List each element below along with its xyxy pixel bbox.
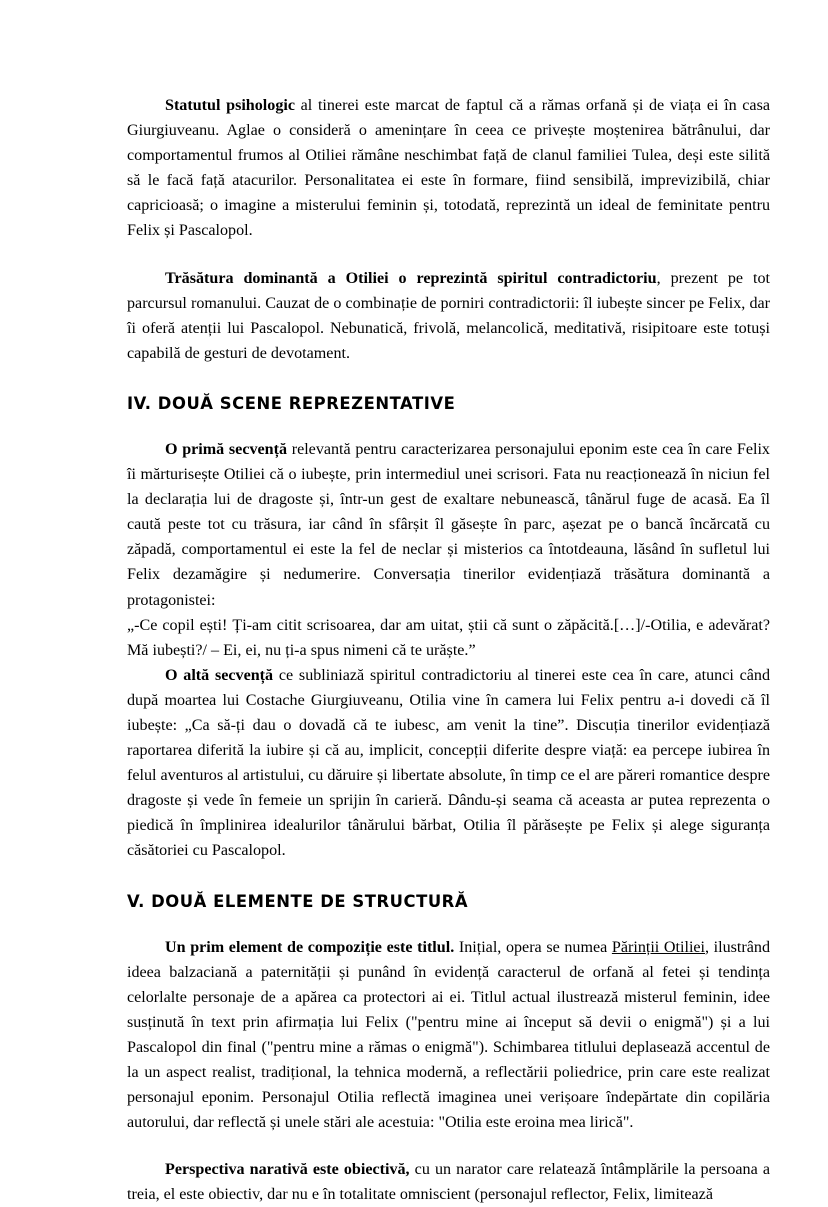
paragraph-trasatura-dominanta — [127, 266, 770, 366]
spacer — [127, 864, 770, 891]
paragraph-o-alta-secventa — [127, 663, 770, 864]
paragraph-text-part-2: , ilustrând ideea balzaciană a paternității și punând în evidență caracterul de orfană al fetei și tendința celorlalte personaje de a apărea ca protectori ai ei. Titlul actual ilustrează misterul feminin, idee susținută în text prin afirmația lui Felix ("pentru mine ai început să devii o enigmă") și a lui Pascalopol din final ("pentru mine a rămas o enigmă"). Schimbarea titlului deplasează accentul de la un aspect realist, tradițional, la tehnica modernă, a reflectării poliedrice, prin care este realizat personajul eponim. Personajul Otilia reflectă imaginea unei verișoare îndepărtate din copilăria autorului, dar reflectă și unele stări ale acestuia: "Otilia este eroina mea lirică". — [127, 938, 771, 1132]
paragraph-text: relevantă pentru caracterizarea personajului eponim este cea în care Felix îi mărturisește Otiliei că o iubește, prin intermediul unei scrisori. Fata nu reacționează în niciun fel la declarația lui de dragoste și, într-un gest de exaltare nebunească, tânărul fuge de acasă. Ea îl caută peste tot cu trăsura, iar când în sfârșit îl găsește în parc, așezat pe o bancă încărcată cu zăpadă, comportamentul ei este la fel de neclar și misterios ca întotdeauna, lăsând în sufletul lui Felix dezamăgire și nedumerire. Conversația tinerilor evidențiază trăsătura dominantă a protagonistei: — [127, 440, 770, 609]
paragraph-lead-in: Perspectiva narativă este obiectivă, — [165, 1161, 410, 1179]
section-heading-iv: IV. DOUĂ SCENE REPREZENTATIVE — [127, 393, 456, 413]
document-body — [127, 93, 770, 1207]
paragraph-lead-in: Statutul psihologic — [165, 97, 295, 114]
paragraph-quote-dialog: „-Ce copil ești! Ți-am citit scrisoarea, dar am uitat, știi că sunt o zăpăcită.[…]/-Otilia, e adevărat? Mă iubești?/ – Ei, ei, nu ți-a spus nimeni că te urăște.” — [127, 616, 770, 659]
paragraph-text: al tinerei este marcat de faptul că a rămas orfană și de viața ei în casa Giurgiuveanu. Aglae o consideră o amenințare în ceea ce privește moștenirea bătrânului, dar comportamentul frumos al Otiliei rămâne neschimbat față de clanul familiei Tulea, deși este silită să le facă față atacurilor. Personalitatea ei este în formare, fiind sensibilă, imprevizibilă, chiar capricioasă; o imagine a misterului feminin și, totodată, reprezintă un ideal de feminitate pentru Felix și Pascalopol. — [127, 97, 770, 240]
paragraph-statutul-psihologic — [127, 93, 770, 244]
section-heading-v: V. DOUĂ ELEMENTE DE STRUCTURĂ — [127, 891, 469, 911]
paragraph-lead-in: Trăsătura dominantă a Otiliei o reprezintă spiritul contradictoriu — [165, 269, 657, 287]
paragraph-text: cu un narator care relatează întâmplările la persoana a treia, el este obiectiv, dar nu e în totalitate omniscient (personajul reflector, Felix, limitează — [127, 1161, 770, 1204]
spacer — [127, 415, 770, 437]
spacer — [127, 366, 770, 393]
paragraph-un-prim-element — [127, 935, 770, 1136]
paragraph-text-part-1: Inițial, opera se numea — [454, 938, 612, 956]
paragraph-text: ce subliniază spiritul contradictoriu al tinerei este cea în care, atunci când după moartea lui Costache Giurgiuveanu, Otilia vine în camera lui Felix pentru a-i dovedi că îl iubește: „Ca să-ți dau o dovadă că te iubesc, am venit la tine”. Discuția tinerilor evidențiază raportarea diferită la iubire și că au, implicit, concepții diferite despre viață: ea percepe iubirea în felul aventuros al artistului, cu dăruire și libertate absolute, în timp ce el are păreri romantice despre dragoste și vede în femeie un sprijin în carieră. Dându-și seama că aceasta ar putea reprezenta o piedică în împlinirea idealurilor tânărului bărbat, Otilia îl părăsește pe Felix și alege siguranța căsătoriei cu Pascalopol. — [127, 666, 770, 860]
paragraph-text: , prezent pe tot parcursul romanului. Cauzat de o combinație de porniri contradictorii: îl iubește sincer pe Felix, dar îi oferă atenții lui Pascalopol. Nebunatică, frivolă, melancolică, meditativă, risipitoare este totuși capabilă de gesturi de devotament. — [127, 269, 770, 362]
book-title-parintii-otiliei: Părinții Otiliei — [611, 938, 706, 956]
paragraph-lead-in: O primă secvență — [165, 440, 288, 458]
paragraph-o-prima-secventa — [127, 437, 770, 613]
paragraph-lead-in: Un prim element de compoziție este titlul. — [165, 938, 455, 956]
paragraph-lead-in: O altă secvență — [165, 666, 274, 684]
paragraph-perspectiva-narativa — [127, 1157, 770, 1207]
spacer — [127, 913, 770, 935]
